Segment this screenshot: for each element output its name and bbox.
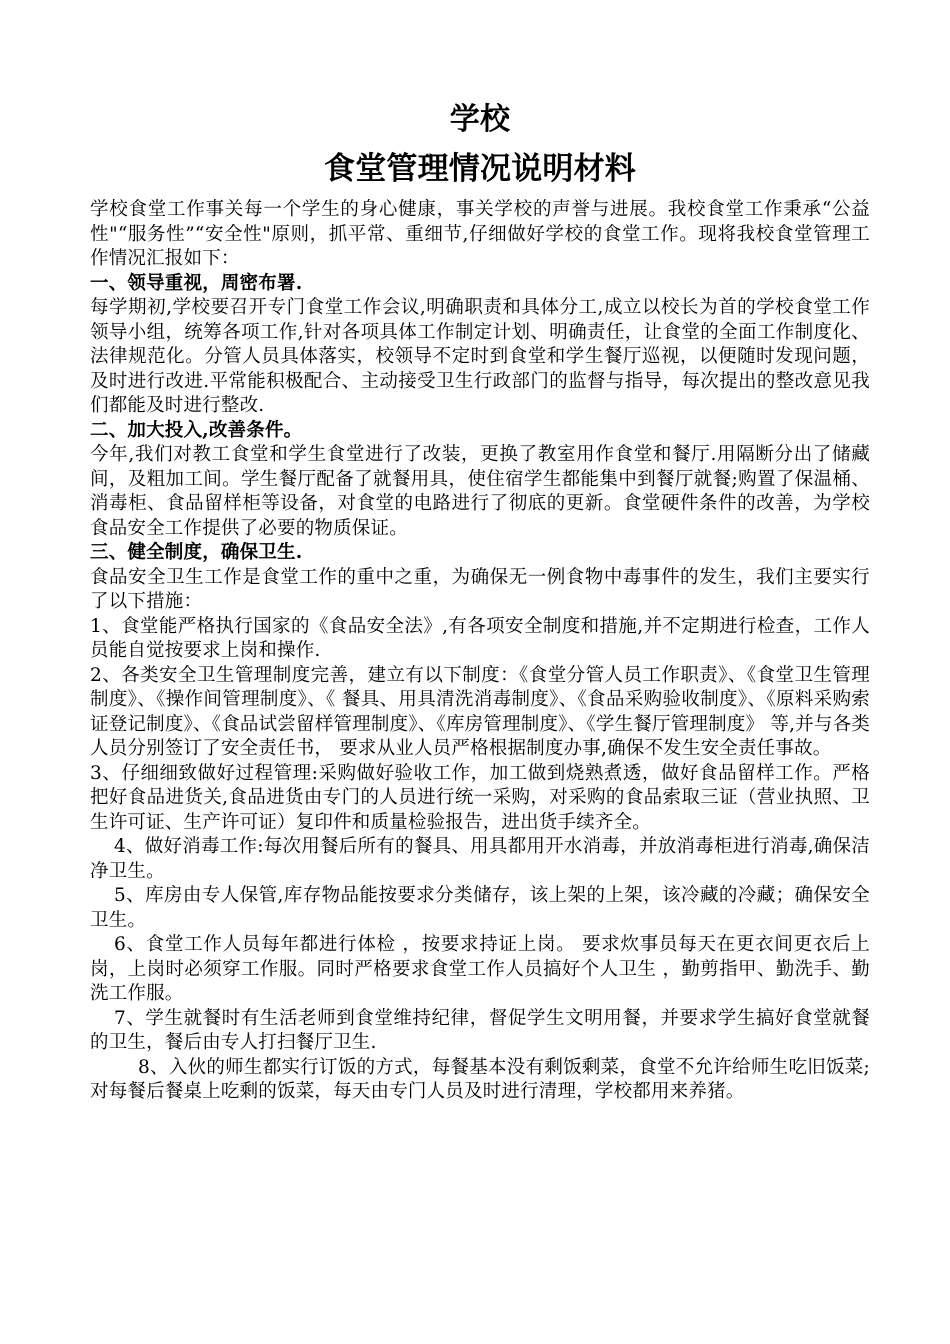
section3-item-8: 8、入伙的师生都实行订饭的方式，每餐基本没有剩饭剩菜，食堂不允许给师生吃旧饭菜;对每餐后餐桌上吃剩的饭菜，每天由专门人员及时进行清理，学校都用来养猪。 (90, 1056, 870, 1102)
section3-item-6: 6、食堂工作人员每年都进行体检 ，按要求持证上岗。 要求炊事员每天在更衣间更衣后上岗，上岗时必须穿工作服。同时严格要求食堂工作人员搞好个人卫生 ，勤剪指甲、勤洗手、勤洗工作服。 (90, 934, 870, 1004)
intro-paragraph: 学校食堂工作事关每一个学生的身心健康，事关学校的声誉与进展。我校食堂工作秉承“公益性"“服务性”“安全性"原则，抓平常、重细节,仔细做好学校的食堂工作。现将我校食堂管理工作情况汇报如下： (90, 199, 870, 269)
section3-item-1: 1、食堂能严格执行国家的《食品安全法》,有各项安全制度和措施,并不定期进行检查，工作人员能自觉按要求上岗和操作. (90, 615, 870, 661)
section3-item-7: 7、学生就餐时有生活老师到食堂维持纪律，督促学生文明用餐，并要求学生搞好食堂就餐的卫生，餐后由专人打扫餐厅卫生. (90, 1007, 870, 1053)
section2-heading: 二、加大投入,改善条件。 (90, 419, 303, 441)
section3-heading: 三、健全制度，确保卫生. (90, 542, 303, 563)
section1-heading: 一、领导重视，周密布署. (90, 272, 303, 294)
document-title-line2: 食堂管理情况说明材料 (324, 151, 636, 187)
document-page (90, 100, 870, 1105)
section1-body: 每学期初,学校要召开专门食堂工作会议,明确职责和具体分工,成立以校长为首的学校食堂工作领导小组，统筹各项工作,针对各项具体工作制定计划、明确责任，让食堂的全面工作制度化、法律规范化。分管人员具体落实，校领导不定时到食堂和学生餐厅巡视，以便随时发现问题，及时进行改进.平常能积极配合、主动接受卫生行政部门的监督与指导，每次提出的整改意见我们都能及时进行整改. (90, 297, 870, 416)
section2-body: 今年,我们对教工食堂和学生食堂进行了改装，更换了教室用作食堂和餐厅.用隔断分出了储藏间，及粗加工间。学生餐厅配备了就餐用具，使住宿学生都能集中到餐厅就餐;购置了保温桶、消毒柜、食品留样柜等设备，对食堂的电路进行了彻底的更新。食堂硬件条件的改善，为学校食品安全工作提供了必要的物质保证。 (90, 444, 870, 539)
section3-item-5: 5、库房由专人保管,库存物品能按要求分类储存，该上架的上架，该冷藏的冷藏；确保安全卫生。 (90, 885, 870, 931)
section3-item-3: 3、仔细细致做好过程管理:采购做好验收工作，加工做到烧熟煮透，做好食品留样工作。严格把好食品进货关,食品进货由专门的人员进行统一采购，对采购的食品索取三证（营业执照、卫生许可证、生产许可证）复印件和质量检验报告，进出货手续齐全。 (90, 762, 870, 833)
section3-item-2: 2、各类安全卫生管理制度完善，建立有以下制度：《食堂分管人员工作职责》、《食堂卫生管理制度》、《操作间管理制度》、《 餐具、用具清洗消毒制度》、《食品采购验收制度》、《原料采购索证登记制度》、《食品试尝留样管理制度》、《库房管理制度》、《学生餐厅管理制度》 等,并与各类人员分别签订了安全责任书， 要求从业人员严格根据制度办事,确保不发生安全责任事故。 (90, 664, 870, 759)
section3-item-4: 4、做好消毒工作:每次用餐后所有的餐具、用具都用开水消毒，并放消毒柜进行消毒,确保洁净卫生。 (90, 836, 870, 882)
document-title-line1: 学校 (449, 102, 511, 137)
section3-intro: 食品安全卫生工作是食堂工作的重中之重，为确保无一例食物中毒事件的发生，我们主要实行了以下措施： (90, 566, 870, 612)
